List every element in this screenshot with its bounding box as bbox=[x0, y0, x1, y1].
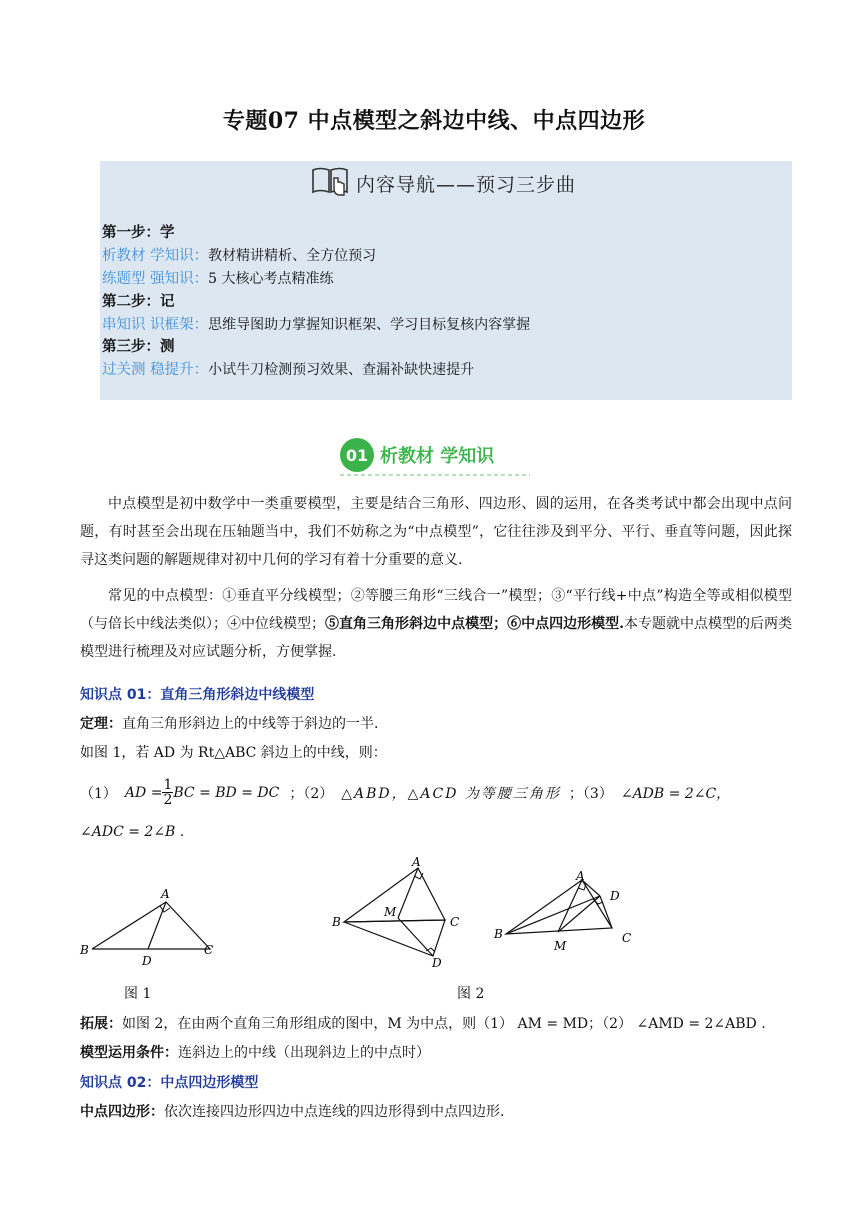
extension: 拓展：如图 2，在由两个直角三角形组成的图中，M 为中点，则（1） AM = MD；（2） ∠AMD = 2∠ABD . bbox=[80, 1016, 766, 1032]
nav-row-3: 串知识 识框架：思维导图助力掌握知识框架、学习目标复核内容掌握 bbox=[102, 317, 531, 333]
step-2: 第二步：记 bbox=[102, 293, 175, 310]
section-number: 01 bbox=[340, 438, 374, 472]
step-3: 第三步：测 bbox=[102, 338, 175, 355]
kp2-heading: 知识点 02：中点四边形模型 bbox=[80, 1075, 259, 1091]
usage-condition: 模型运用条件：连斜边上的中线（出现斜边上的中点时） bbox=[80, 1045, 430, 1061]
fig3-label-m: M bbox=[554, 939, 567, 953]
figure-2-variant bbox=[490, 866, 640, 958]
fig2-label-c: C bbox=[450, 915, 460, 929]
fig2-label-d: D bbox=[432, 956, 442, 970]
badge-underline bbox=[340, 474, 530, 476]
nav-row-1: 析教材 学知识：教材精讲精析、全方位预习 bbox=[102, 248, 377, 264]
theorem: 定理：直角三角形斜边上的中线等于斜边的一半. bbox=[80, 716, 379, 732]
section-badge bbox=[340, 438, 494, 472]
book-icon bbox=[310, 164, 350, 202]
fig2-label-m: M bbox=[384, 905, 397, 919]
fig3-label-b: B bbox=[494, 927, 503, 941]
nav-heading bbox=[310, 164, 576, 202]
step-1: 第一步：学 bbox=[102, 224, 175, 241]
kp1-heading: 知识点 01：直角三角形斜边中线模型 bbox=[80, 687, 315, 703]
fig1-label-c: C bbox=[204, 943, 214, 957]
fig1-intro: 如图 1，若 AD 为 Rt△ABC 斜边上的中线，则： bbox=[80, 745, 387, 761]
fraction-half: $\frac{1}{2}$ bbox=[163, 777, 173, 808]
intro-paragraph-2: 常见的中点模型：①垂直平分线模型；②等腰三角形“三线合一”模型；③“平行线+中点”构造全等或相似模型（与倍长中线法类似）；④中位线模型；⑤直角三角形斜边中点模型；⑥中点四边形模型.本专题就中点模型的后两类模型进行梳理及对应试题分析，方便掌握. bbox=[80, 588, 793, 660]
nav-heading-text: 内容导航——预习三步曲 bbox=[356, 173, 577, 196]
intro-paragraph-1: 中点模型是初中数学中一类重要模型，主要是结合三角形、四边形、圆的运用，在各类考试中都会出现中点问题，有时甚至会出现在压轴题当中，我们不妨称之为“中点模型”，它往往涉及到平分、平行、垂直等问题，因此探寻这类问题的解题规律对初中几何的学习有着十分重要的意义. bbox=[80, 496, 792, 568]
fig2-label-b: B bbox=[332, 915, 341, 929]
fig2-label-a: A bbox=[412, 855, 421, 869]
fig1-label-b: B bbox=[80, 943, 89, 957]
fig1-label-d: D bbox=[142, 954, 152, 968]
conclusion-line: （1） AD = $\frac{1}{2}$ BC = BD = DC ；（2） △ABD，△ACD 为等腰三角形 ；（3） ∠ADB = 2∠C， bbox=[80, 777, 731, 808]
fig3-label-c: C bbox=[622, 931, 632, 945]
fig3-label-a: A bbox=[576, 869, 585, 883]
section-label: 析教材 学知识 bbox=[380, 446, 495, 467]
nav-row-2: 练题型 强知识：5 大核心考点精准练 bbox=[102, 271, 334, 287]
conclusion-line-2: ∠ADC = 2∠B . bbox=[80, 824, 185, 840]
figure-2 bbox=[328, 852, 478, 970]
fig1-label-a: A bbox=[161, 887, 170, 901]
page-title: 专题07 中点模型之斜边中线、中点四边形 bbox=[222, 108, 646, 134]
fig1-caption: 图 1 bbox=[124, 986, 152, 1002]
nav-row-4: 过关测 稳提升：小试牛刀检测预习效果、查漏补缺快速提升 bbox=[102, 362, 475, 378]
fig2-caption: 图 2 bbox=[457, 986, 485, 1002]
figure-1 bbox=[78, 884, 218, 970]
midpoint-quad-def: 中点四边形：依次连接四边形四边中点连线的四边形得到中点四边形. bbox=[80, 1104, 505, 1120]
fig3-label-d: D bbox=[610, 889, 620, 903]
